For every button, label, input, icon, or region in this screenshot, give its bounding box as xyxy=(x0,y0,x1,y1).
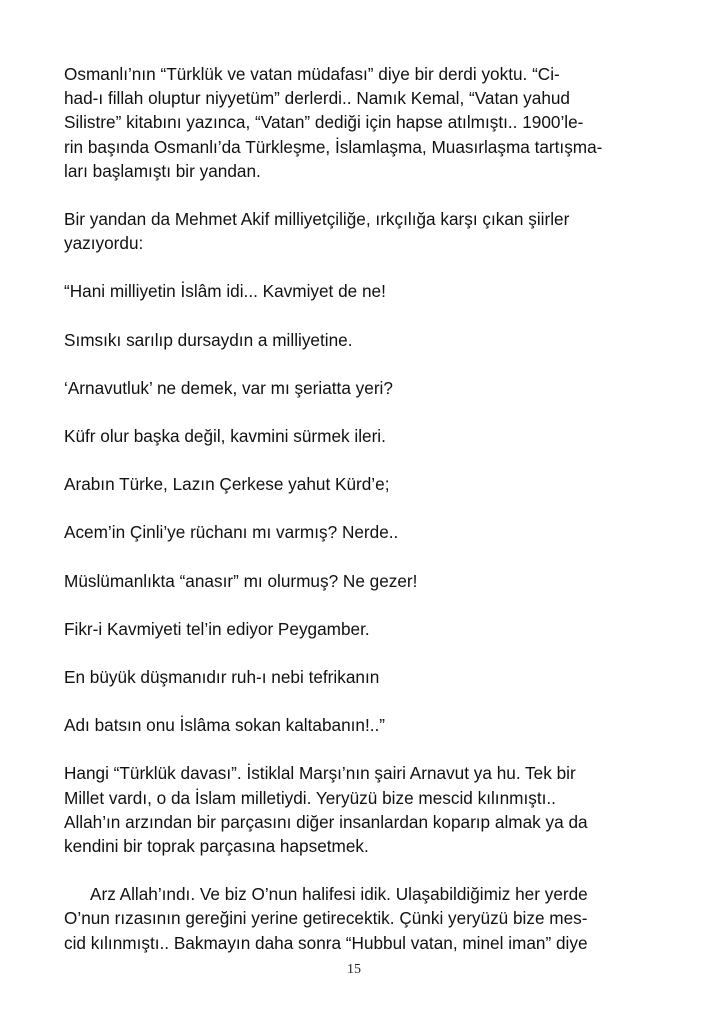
poem-verse: Fikr-i Kavmiyeti tel’in ediyor Peygamber. xyxy=(64,618,370,639)
text-line: cid kılınmıştı.. Bakmayın daha sonra “Hubbul vatan, minel iman” diye xyxy=(64,932,588,953)
text-line: Bir yandan da Mehmet Akif milliyetçiliğe, ırkçılığa karşı çıkan şiirler xyxy=(64,209,570,230)
text-line: kendini bir toprak parçasına hapsetmek. xyxy=(64,836,369,857)
poem-verse: Sımsıkı sarılıp dursaydın a milliyetine. xyxy=(64,329,353,350)
text-line: yazıyordu: xyxy=(64,233,144,254)
poem-verse: Adı batsın onu İslâma sokan kaltabanın!..” xyxy=(64,715,386,736)
text-line: ları başlamıştı bir yandan. xyxy=(64,160,261,181)
paragraph-mehmet-akif xyxy=(64,207,644,255)
text-line: rin başında Osmanlı’da Türkleşme, İslamlaşma, Muasırlaşma tartışma- xyxy=(64,136,603,157)
poem-verse: Küfr olur başka değil, kavmini sürmek ileri. xyxy=(64,426,386,447)
paragraph-arz-allahindi xyxy=(64,882,644,955)
poem-verse: Müslümanlıkta “anasır” mı olurmuş? Ne gezer! xyxy=(64,570,418,591)
paragraph-turkluk-davasi xyxy=(64,761,644,858)
text-line: O’nun rızasının gereğini yerine getirecektik. Çünki yeryüzü bize mes- xyxy=(64,908,588,929)
page-number: 15 xyxy=(347,962,361,977)
text-line: Millet vardı, o da İslam milletiydi. Yeryüzü bize mescid kılınmıştı.. xyxy=(64,787,556,808)
poem-verse: “Hani milliyetin İslâm idi... Kavmiyet de ne! xyxy=(64,281,386,302)
text-line: Silistre” kitabını yazınca, “Vatan” dediği için hapse atılmıştı.. 1900’le- xyxy=(64,112,584,133)
text-line: had-ı fillah oluptur niyyetüm” derlerdi.. Namık Kemal, “Vatan yahud xyxy=(64,88,570,109)
page-body xyxy=(64,62,644,955)
poem-verse: En büyük düşmanıdır ruh-ı nebi tefrikanın xyxy=(64,667,380,688)
poem-verse: ‘Arnavutluk’ ne demek, var mı şeriatta yeri? xyxy=(64,377,393,398)
paragraph-ottoman-debate xyxy=(64,62,644,183)
text-line: Osmanlı’nın “Türklük ve vatan müdafası” diye bir derdi yoktu. “Ci- xyxy=(64,64,560,84)
poem-verse: Acem’in Çinli’ye rüchanı mı varmış? Nerde.. xyxy=(64,522,399,543)
poem-verse: Arabın Türke, Lazın Çerkese yahut Kürd’e; xyxy=(64,474,390,495)
poem xyxy=(64,279,644,737)
text-line: Arz Allah’ındı. Ve biz O’nun halifesi idik. Ulaşabildiğimiz her yerde xyxy=(90,884,588,905)
text-line: Allah’ın arzından bir parçasını diğer insanlardan koparıp almak ya da xyxy=(64,811,588,832)
text-line: Hangi “Türklük davası”. İstiklal Marşı’nın şairi Arnavut ya hu. Tek bir xyxy=(64,763,576,784)
